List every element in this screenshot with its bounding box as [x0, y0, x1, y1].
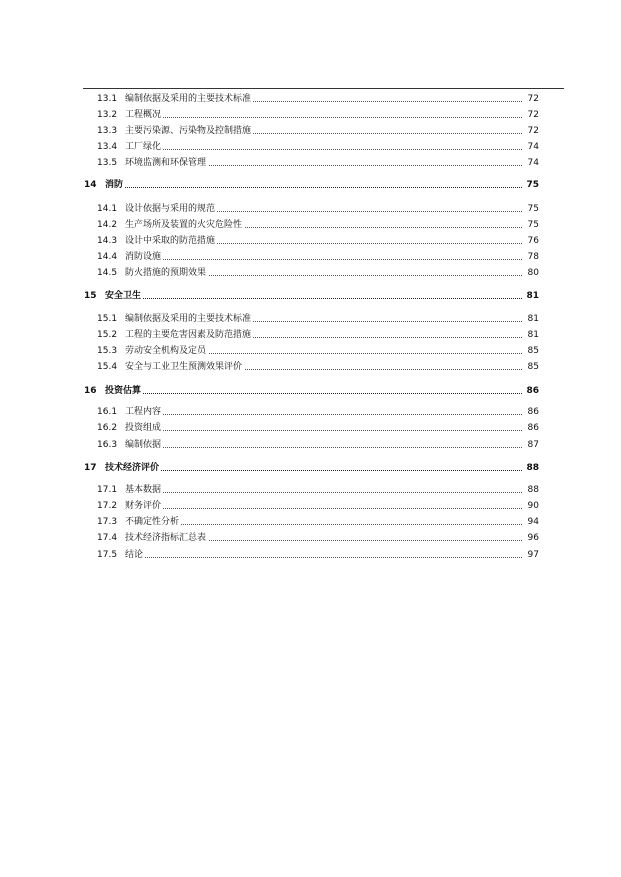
toc-section-entry[interactable] — [0, 484, 621, 496]
toc-page-number: 81 — [522, 313, 539, 325]
toc-page-number: 76 — [522, 235, 539, 247]
toc-section-entry[interactable] — [0, 516, 621, 528]
toc-section-entry[interactable] — [0, 157, 621, 169]
toc-chapter-entry[interactable] — [0, 385, 621, 397]
toc-section-entry[interactable] — [0, 93, 621, 105]
toc-entry-number: 14 — [84, 180, 97, 190]
toc-leader-dots — [128, 414, 522, 415]
toc-page-number: 78 — [522, 251, 539, 263]
toc-page-number: 81 — [522, 290, 539, 302]
toc-entry-title: 劳动安全机构及定员 — [125, 346, 207, 356]
toc-page-number: 72 — [522, 93, 539, 105]
toc-page-number: 81 — [522, 329, 539, 341]
toc-section-entry[interactable] — [0, 267, 621, 279]
toc-section-entry[interactable] — [0, 141, 621, 153]
toc-page-number: 96 — [522, 532, 539, 544]
toc-page-number: 87 — [522, 439, 539, 451]
toc-page-number: 86 — [522, 385, 539, 397]
toc-section-entry[interactable] — [0, 251, 621, 263]
toc-entry-title: 工程内容 — [125, 407, 162, 417]
toc-section-entry[interactable] — [0, 203, 621, 215]
toc-page-number: 97 — [522, 549, 539, 561]
toc-page-number: 90 — [522, 500, 539, 512]
toc-leader-dots — [128, 524, 522, 525]
toc-entry-number: 15.3 — [97, 346, 118, 356]
toc-chapter-entry[interactable] — [0, 179, 621, 191]
toc-entry-number: 17.3 — [97, 517, 118, 527]
toc-entry-number: 14.5 — [97, 268, 118, 278]
toc-leader-dots — [128, 508, 522, 509]
toc-section-entry[interactable] — [0, 406, 621, 418]
toc-entry-title: 工程概况 — [125, 110, 162, 120]
toc-entry-title: 技术经济指标汇总表 — [125, 533, 207, 543]
toc-page-number: 74 — [522, 141, 539, 153]
toc-page-number: 80 — [522, 267, 539, 279]
toc-page-number: 75 — [522, 179, 539, 191]
toc-entry-title: 消防 — [105, 180, 124, 190]
toc-entry-number: 13.2 — [97, 110, 118, 120]
toc-section-entry[interactable] — [0, 125, 621, 137]
toc-entry-title: 财务评价 — [125, 501, 162, 511]
toc-page-number: 94 — [522, 516, 539, 528]
toc-entry-title: 安全与工业卫生预测效果评价 — [125, 362, 243, 372]
toc-section-entry[interactable] — [0, 500, 621, 512]
toc-page-number: 75 — [522, 203, 539, 215]
toc-entry-title: 环境监测和环保管理 — [125, 158, 207, 168]
toc-entry-number: 17 — [84, 463, 97, 473]
toc-section-entry[interactable] — [0, 345, 621, 357]
toc-entry-number: 16.1 — [97, 407, 118, 417]
toc-leader-dots — [128, 149, 522, 150]
toc-leader-dots — [128, 259, 522, 260]
toc-leader-dots — [128, 430, 522, 431]
toc-page-number: 72 — [522, 109, 539, 121]
toc-section-entry[interactable] — [0, 361, 621, 373]
toc-entry-title: 不确定性分析 — [125, 517, 180, 527]
toc-chapter-entry[interactable] — [0, 290, 621, 302]
toc-entry-number: 13.5 — [97, 158, 118, 168]
toc-entry-number: 14.1 — [97, 204, 118, 214]
toc-leader-dots — [120, 393, 522, 394]
toc-leader-dots — [128, 492, 522, 493]
toc-leader-dots — [120, 470, 522, 471]
toc-page-number: 72 — [522, 125, 539, 137]
toc-leader-dots — [128, 557, 522, 558]
toc-entry-title: 工厂绿化 — [125, 142, 162, 152]
toc-section-entry[interactable] — [0, 235, 621, 247]
toc-page-number: 86 — [522, 406, 539, 418]
toc-entry-number: 17.1 — [97, 485, 118, 495]
toc-leader-dots — [128, 117, 522, 118]
toc-entry-title: 主要污染源、污染物及控制措施 — [125, 126, 252, 136]
toc-entry-number: 17.2 — [97, 501, 118, 511]
toc-page-number: 86 — [522, 422, 539, 434]
toc-page-number: 88 — [522, 484, 539, 496]
toc-entry-title: 投资组成 — [125, 423, 162, 433]
toc-entry-title: 设计中采取的防范措施 — [125, 236, 216, 246]
toc-leader-dots — [128, 447, 522, 448]
toc-entry-title: 生产场所及装置的火灾危险性 — [125, 220, 243, 230]
toc-leader-dots — [120, 298, 522, 299]
toc-entry-title: 编制依据及采用的主要技术标准 — [125, 94, 252, 104]
toc-section-entry[interactable] — [0, 532, 621, 544]
toc-section-entry[interactable] — [0, 422, 621, 434]
toc-entry-title: 消防设施 — [125, 252, 162, 262]
toc-entry-number: 13.4 — [97, 142, 118, 152]
toc-section-entry[interactable] — [0, 313, 621, 325]
toc-entry-number: 17.4 — [97, 533, 118, 543]
toc-entry-number: 17.5 — [97, 550, 118, 560]
toc-entry-number: 16.2 — [97, 423, 118, 433]
toc-page-number: 85 — [522, 361, 539, 373]
toc-entry-number: 15.2 — [97, 330, 118, 340]
toc-entry-title: 编制依据 — [125, 440, 162, 450]
toc-entry-number: 13.3 — [97, 126, 118, 136]
toc-section-entry[interactable] — [0, 439, 621, 451]
toc-chapter-entry[interactable] — [0, 462, 621, 474]
toc-entry-title: 结论 — [125, 550, 144, 560]
toc-entry-title: 安全卫生 — [105, 291, 142, 301]
toc-entry-title: 防火措施的预期效果 — [125, 268, 207, 278]
header-rule — [83, 88, 564, 89]
toc-leader-dots — [120, 187, 522, 188]
toc-page-number: 88 — [522, 462, 539, 474]
toc-entry-title: 投资估算 — [105, 386, 142, 396]
toc-entry-title: 技术经济评价 — [105, 463, 160, 473]
toc-entry-title: 编制依据及采用的主要技术标准 — [125, 314, 252, 324]
toc-section-entry[interactable] — [0, 549, 621, 561]
toc-section-entry[interactable] — [0, 109, 621, 121]
toc-page-number: 74 — [522, 157, 539, 169]
toc-entry-number: 14.3 — [97, 236, 118, 246]
toc-page-number: 75 — [522, 219, 539, 231]
toc-entry-number: 13.1 — [97, 94, 118, 104]
toc-entry-number: 14.4 — [97, 252, 118, 262]
toc-entry-number: 15.4 — [97, 362, 118, 372]
toc-entry-title: 设计依据与采用的规范 — [125, 204, 216, 214]
toc-entry-number: 16.3 — [97, 440, 118, 450]
toc-page-number: 85 — [522, 345, 539, 357]
toc-section-entry[interactable] — [0, 329, 621, 341]
toc-entry-title: 工程的主要危害因素及防范措施 — [125, 330, 252, 340]
toc-entry-title: 基本数据 — [125, 485, 162, 495]
toc-entry-number: 14.2 — [97, 220, 118, 230]
toc-entry-number: 15.1 — [97, 314, 118, 324]
toc-entry-number: 16 — [84, 386, 97, 396]
toc-section-entry[interactable] — [0, 219, 621, 231]
toc-entry-number: 15 — [84, 291, 97, 301]
